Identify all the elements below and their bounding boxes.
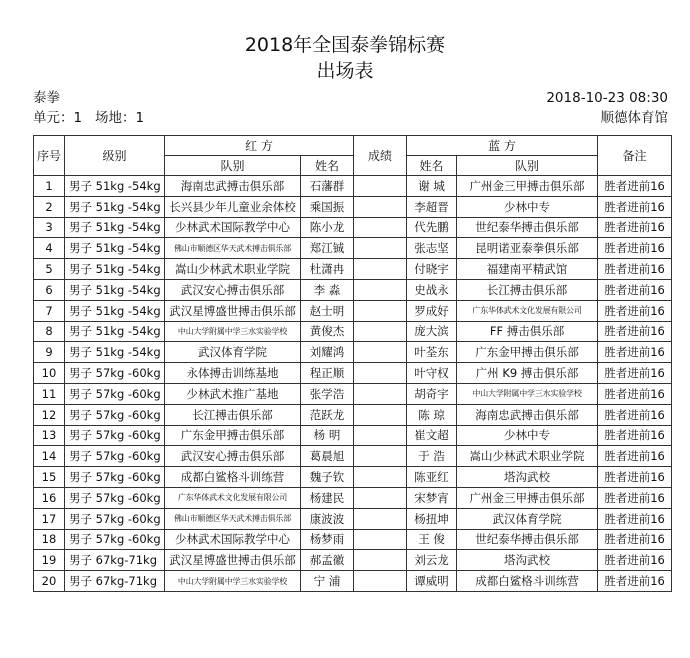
cell-no: 15: [34, 467, 65, 488]
cell-blue-team: FF 搏击俱乐部: [457, 321, 598, 342]
cell-red-team: 武汉安心搏击俱乐部: [165, 279, 301, 300]
cell-blue-name: 谢 城: [407, 176, 457, 197]
cell-score: [354, 550, 407, 571]
cell-red-name: 康波波: [301, 508, 354, 529]
cell-remark: 胜者进前16: [598, 425, 672, 446]
cell-red-name: 杜潇冉: [301, 259, 354, 280]
col-header-level: 级别: [65, 136, 165, 176]
cell-blue-name: 史战永: [407, 279, 457, 300]
document-title: 2018年全国泰拳锦标赛: [244, 34, 446, 56]
col-header-red-team: 队别: [165, 156, 301, 176]
cell-score: [354, 342, 407, 363]
cell-level: 男子 57kg -60kg: [65, 363, 165, 384]
cell-red-name: 乘国振: [301, 196, 354, 217]
cell-red-team: 佛山市顺德区华天武术搏击俱乐部: [165, 508, 301, 529]
cell-blue-team: 广州 K9 搏击俱乐部: [457, 363, 598, 384]
cell-remark: 胜者进前16: [598, 508, 672, 529]
cell-blue-team: 嵩山少林武术职业学院: [457, 446, 598, 467]
cell-red-name: 杨 明: [301, 425, 354, 446]
cell-blue-name: 付晓宇: [407, 259, 457, 280]
cell-level: 男子 57kg -60kg: [65, 529, 165, 550]
cell-score: [354, 529, 407, 550]
sport-label: 泰拳: [33, 90, 60, 106]
table-row: [34, 279, 672, 300]
cell-blue-team: 武汉体育学院: [457, 508, 598, 529]
cell-remark: 胜者进前16: [598, 321, 672, 342]
cell-no: 11: [34, 383, 65, 404]
cell-score: [354, 467, 407, 488]
cell-red-team: 少林武术推广基地: [165, 383, 301, 404]
cell-no: 16: [34, 487, 65, 508]
cell-red-team: 武汉安心搏击俱乐部: [165, 446, 301, 467]
table-row: [34, 487, 672, 508]
cell-blue-team: 广州金三甲搏击俱乐部: [457, 487, 598, 508]
cell-level: 男子 57kg -60kg: [65, 487, 165, 508]
cell-red-name: 宁 浦: [301, 571, 354, 592]
cell-remark: 胜者进前16: [598, 217, 672, 238]
cell-score: [354, 508, 407, 529]
table-row: [34, 425, 672, 446]
cell-no: 13: [34, 425, 65, 446]
cell-blue-name: 王 俊: [407, 529, 457, 550]
table-row: [34, 383, 672, 404]
cell-blue-team: 少林中专: [457, 425, 598, 446]
cell-blue-name: 叶荃东: [407, 342, 457, 363]
cell-level: 男子 57kg -60kg: [65, 508, 165, 529]
cell-no: 6: [34, 279, 65, 300]
cell-blue-team: 广州金三甲搏击俱乐部: [457, 176, 598, 197]
col-header-blue-team: 队别: [457, 156, 598, 176]
cell-level: 男子 67kg-71kg: [65, 571, 165, 592]
cell-no: 10: [34, 363, 65, 384]
cell-blue-name: 于 浩: [407, 446, 457, 467]
cell-no: 9: [34, 342, 65, 363]
cell-remark: 胜者进前16: [598, 529, 672, 550]
table-row: [34, 529, 672, 550]
col-header-score: 成绩: [354, 136, 407, 176]
cell-red-team: 永体搏击训练基地: [165, 363, 301, 384]
cell-red-team: 长江搏击俱乐部: [165, 404, 301, 425]
cell-score: [354, 321, 407, 342]
cell-blue-team: 昆明诺亚泰拳俱乐部: [457, 238, 598, 259]
cell-blue-team: 长江搏击俱乐部: [457, 279, 598, 300]
cell-remark: 胜者进前16: [598, 342, 672, 363]
table-row: [34, 363, 672, 384]
table-row: [34, 446, 672, 467]
cell-no: 2: [34, 196, 65, 217]
cell-red-team: 佛山市顺德区华天武术搏击俱乐部: [165, 238, 301, 259]
cell-red-name: 张学浩: [301, 383, 354, 404]
cell-level: 男子 51kg -54kg: [65, 259, 165, 280]
table-row: [34, 508, 672, 529]
cell-red-name: 魏子钦: [301, 467, 354, 488]
cell-level: 男子 51kg -54kg: [65, 238, 165, 259]
cell-blue-name: 陈亚红: [407, 467, 457, 488]
cell-red-name: 赵士明: [301, 300, 354, 321]
col-header-red: 红 方: [165, 136, 354, 156]
cell-level: 男子 57kg -60kg: [65, 467, 165, 488]
cell-level: 男子 51kg -54kg: [65, 176, 165, 197]
venue-label: 顺德体育馆: [600, 110, 668, 126]
document-subtitle: 出场表: [316, 60, 374, 82]
cell-red-team: 海南忠武搏击俱乐部: [165, 176, 301, 197]
table-row: [34, 176, 672, 197]
cell-score: [354, 425, 407, 446]
cell-red-team: 中山大学附属中学三水实验学校: [165, 321, 301, 342]
lineup-table: [33, 135, 672, 592]
cell-red-team: 武汉星博盛世搏击俱乐部: [165, 550, 301, 571]
cell-score: [354, 404, 407, 425]
cell-red-name: 葛晨旭: [301, 446, 354, 467]
cell-no: 5: [34, 259, 65, 280]
cell-blue-team: 福建南平精武馆: [457, 259, 598, 280]
cell-red-team: 广东金甲搏击俱乐部: [165, 425, 301, 446]
cell-remark: 胜者进前16: [598, 196, 672, 217]
cell-remark: 胜者进前16: [598, 383, 672, 404]
cell-red-name: 陈小龙: [301, 217, 354, 238]
cell-score: [354, 363, 407, 384]
cell-blue-team: 塔沟武校: [457, 550, 598, 571]
table-row: [34, 238, 672, 259]
cell-blue-team: 中山大学附属中学三水实验学校: [457, 383, 598, 404]
cell-level: 男子 51kg -54kg: [65, 217, 165, 238]
table-row: [34, 550, 672, 571]
cell-red-team: 长兴县少年儿童业余体校: [165, 196, 301, 217]
cell-red-team: 少林武术国际教学中心: [165, 217, 301, 238]
cell-remark: 胜者进前16: [598, 404, 672, 425]
cell-level: 男子 57kg -60kg: [65, 383, 165, 404]
datetime-label: 2018-10-23 08:30: [546, 90, 668, 106]
cell-score: [354, 571, 407, 592]
cell-red-team: 成都白鲨格斗训练营: [165, 467, 301, 488]
cell-no: 7: [34, 300, 65, 321]
cell-score: [354, 217, 407, 238]
cell-score: [354, 259, 407, 280]
cell-red-name: 杨建民: [301, 487, 354, 508]
cell-blue-name: 胡奇宇: [407, 383, 457, 404]
cell-score: [354, 383, 407, 404]
cell-blue-name: 叶守权: [407, 363, 457, 384]
cell-blue-team: 海南忠武搏击俱乐部: [457, 404, 598, 425]
col-header-blue-name: 姓名: [407, 156, 457, 176]
cell-level: 男子 51kg -54kg: [65, 321, 165, 342]
cell-blue-team: 少林中专: [457, 196, 598, 217]
cell-no: 19: [34, 550, 65, 571]
cell-no: 8: [34, 321, 65, 342]
col-header-red-name: 姓名: [301, 156, 354, 176]
cell-blue-team: 广东金甲搏击俱乐部: [457, 342, 598, 363]
col-header-blue: 蓝 方: [407, 136, 598, 156]
cell-red-team: 中山大学附属中学三水实验学校: [165, 571, 301, 592]
cell-red-name: 程正顺: [301, 363, 354, 384]
cell-blue-name: 刘云龙: [407, 550, 457, 571]
cell-blue-team: 广东华体武术文化发展有限公司: [457, 300, 598, 321]
cell-red-name: 范跃龙: [301, 404, 354, 425]
cell-remark: 胜者进前16: [598, 176, 672, 197]
cell-blue-team: 塔沟武校: [457, 467, 598, 488]
cell-score: [354, 176, 407, 197]
cell-red-name: 刘耀鸿: [301, 342, 354, 363]
cell-red-team: 武汉星博盛世搏击俱乐部: [165, 300, 301, 321]
table-row: [34, 321, 672, 342]
cell-no: 1: [34, 176, 65, 197]
unit-court-label: 单元：1 场地：1: [33, 110, 145, 126]
table-row: [34, 300, 672, 321]
cell-no: 17: [34, 508, 65, 529]
cell-remark: 胜者进前16: [598, 446, 672, 467]
cell-red-name: 郝孟徽: [301, 550, 354, 571]
cell-no: 12: [34, 404, 65, 425]
table-row: [34, 259, 672, 280]
cell-blue-name: 罗成好: [407, 300, 457, 321]
cell-blue-name: 李超晋: [407, 196, 457, 217]
cell-remark: 胜者进前16: [598, 363, 672, 384]
cell-remark: 胜者进前16: [598, 259, 672, 280]
cell-level: 男子 51kg -54kg: [65, 196, 165, 217]
col-header-remark: 备注: [598, 136, 672, 176]
cell-remark: 胜者进前16: [598, 300, 672, 321]
cell-score: [354, 487, 407, 508]
cell-remark: 胜者进前16: [598, 238, 672, 259]
cell-remark: 胜者进前16: [598, 279, 672, 300]
cell-blue-name: 陈 琼: [407, 404, 457, 425]
cell-remark: 胜者进前16: [598, 487, 672, 508]
cell-no: 20: [34, 571, 65, 592]
table-row: [34, 467, 672, 488]
table-row: [34, 342, 672, 363]
cell-score: [354, 279, 407, 300]
cell-red-team: 广东华体武术文化发展有限公司: [165, 487, 301, 508]
cell-blue-name: 杨扭坤: [407, 508, 457, 529]
cell-level: 男子 51kg -54kg: [65, 342, 165, 363]
cell-score: [354, 300, 407, 321]
cell-red-name: 郑江铖: [301, 238, 354, 259]
cell-red-team: 武汉体育学院: [165, 342, 301, 363]
cell-red-name: 杨梦雨: [301, 529, 354, 550]
cell-red-name: 李 淼: [301, 279, 354, 300]
cell-blue-name: 张志坚: [407, 238, 457, 259]
cell-score: [354, 238, 407, 259]
cell-remark: 胜者进前16: [598, 571, 672, 592]
cell-red-name: 黄俊杰: [301, 321, 354, 342]
cell-blue-name: 庞大滨: [407, 321, 457, 342]
cell-level: 男子 57kg -60kg: [65, 425, 165, 446]
cell-level: 男子 67kg-71kg: [65, 550, 165, 571]
cell-level: 男子 57kg -60kg: [65, 404, 165, 425]
cell-blue-team: 世纪泰华搏击俱乐部: [457, 529, 598, 550]
cell-level: 男子 57kg -60kg: [65, 446, 165, 467]
cell-blue-name: 代先鹏: [407, 217, 457, 238]
col-header-no: 序号: [34, 136, 65, 176]
cell-no: 4: [34, 238, 65, 259]
cell-red-team: 嵩山少林武术职业学院: [165, 259, 301, 280]
cell-remark: 胜者进前16: [598, 467, 672, 488]
cell-score: [354, 196, 407, 217]
cell-blue-team: 世纪泰华搏击俱乐部: [457, 217, 598, 238]
table-row: [34, 404, 672, 425]
cell-no: 14: [34, 446, 65, 467]
cell-no: 18: [34, 529, 65, 550]
cell-blue-name: 谭威明: [407, 571, 457, 592]
cell-blue-team: 成都白鲨格斗训练营: [457, 571, 598, 592]
table-body: [34, 176, 672, 592]
cell-no: 3: [34, 217, 65, 238]
cell-remark: 胜者进前16: [598, 550, 672, 571]
cell-level: 男子 51kg -54kg: [65, 279, 165, 300]
cell-score: [354, 446, 407, 467]
table-row: [34, 196, 672, 217]
table-row: [34, 217, 672, 238]
table-row: [34, 571, 672, 592]
cell-red-name: 石藩群: [301, 176, 354, 197]
cell-blue-name: 宋梦宵: [407, 487, 457, 508]
cell-level: 男子 51kg -54kg: [65, 300, 165, 321]
cell-red-team: 少林武术国际教学中心: [165, 529, 301, 550]
cell-blue-name: 崔文超: [407, 425, 457, 446]
